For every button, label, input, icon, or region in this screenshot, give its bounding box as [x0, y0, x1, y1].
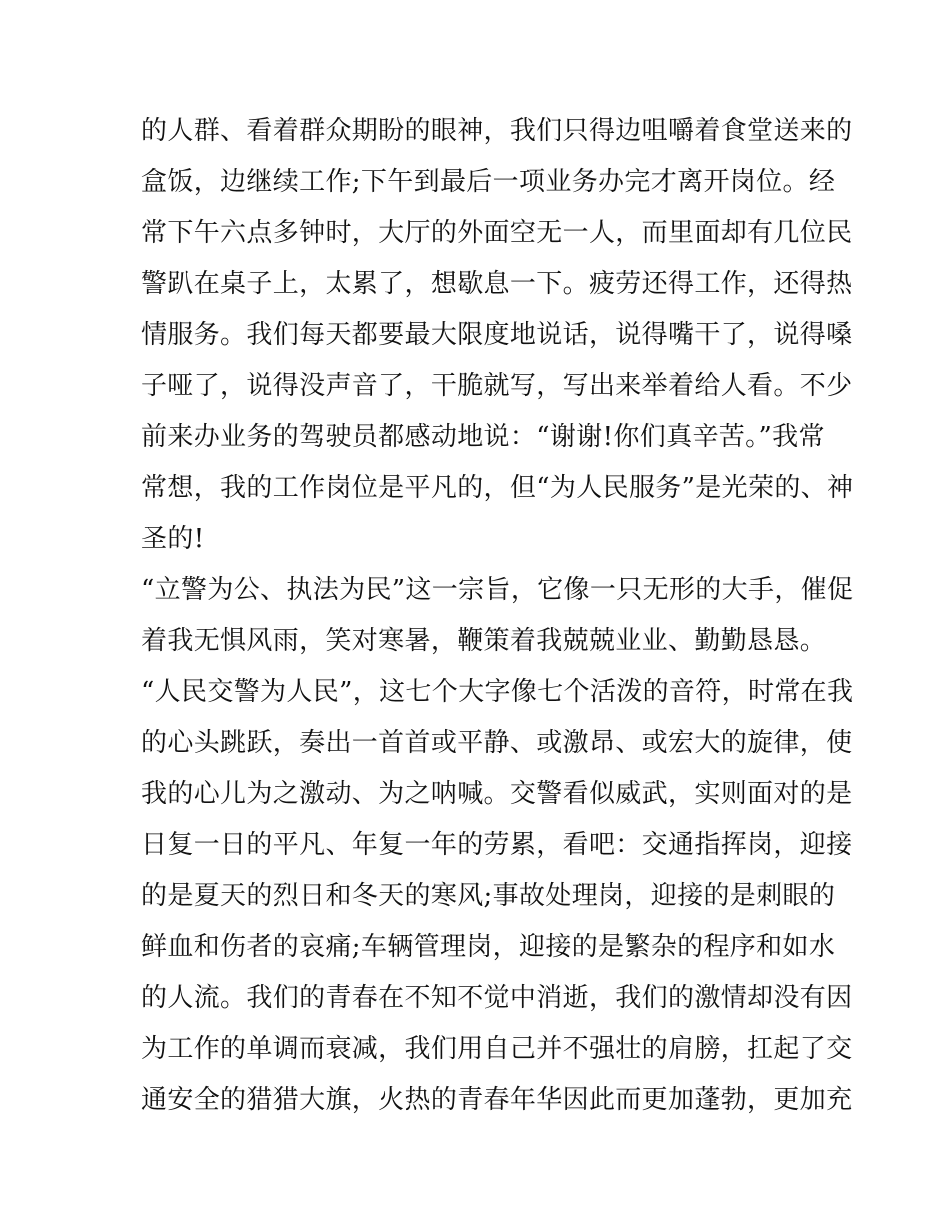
text-line: 的是夏天的烈日和冬天的寒风;事故处理岗，迎接的是刺眼的: [141, 881, 836, 911]
text-line: 为工作的单调而衰减，我们用自己并不强壮的肩膀，扛起了交: [141, 1034, 853, 1064]
text-line: 着我无惧风雨，笑对寒暑，鞭策着我兢兢业业、勤勤恳恳。: [141, 626, 827, 656]
document-body: [141, 108, 854, 1128]
text-line: 常下午六点多钟时，大厅的外面空无一人，而里面却有几位民: [141, 218, 853, 248]
text-line: 前来办业务的驾驶员都感动地说：“谢谢!你们真辛苦。”我常: [141, 422, 825, 452]
text-line: 圣的!: [141, 524, 205, 554]
text-line: 的心头跳跃，奏出一首首或平静、或激昂、或宏大的旋律，使: [141, 728, 853, 758]
text-line: 鲜血和伤者的哀痛;车辆管理岗，迎接的是繁杂的程序和如水: [141, 932, 836, 962]
text-line: 盒饭，边继续工作;下午到最后一项业务办完才离开岗位。经: [141, 167, 836, 197]
text-line: 子哑了，说得没声音了，干脆就写，写出来举着给人看。不少: [141, 371, 853, 401]
text-line: 常想，我的工作岗位是平凡的，但“为人民服务”是光荣的、神: [141, 473, 854, 503]
text-line: 日复一日的平凡、年复一年的劳累，看吧：交通指挥岗，迎接: [141, 830, 853, 860]
text-line: 的人群、看着群众期盼的眼神，我们只得边咀嚼着食堂送来的: [141, 116, 853, 146]
text-line: 警趴在桌子上，太累了，想歇息一下。疲劳还得工作，还得热: [141, 269, 853, 299]
text-line: 的人流。我们的青春在不知不觉中消逝，我们的激情却没有因: [141, 983, 853, 1013]
text-line: “人民交警为人民”，这七个大字像七个活泼的音符，时常在我: [141, 677, 854, 707]
text-line: “立警为公、执法为民”这一宗旨，它像一只无形的大手，催促: [141, 575, 854, 605]
text-line: 通安全的猎猎大旗，火热的青春年华因此而更加蓬勃，更加充: [141, 1085, 853, 1115]
text-line: 我的心儿为之激动、为之呐喊。交警看似威武，实则面对的是: [141, 779, 853, 809]
text-line: 情服务。我们每天都要最大限度地说话，说得嘴干了，说得嗓: [141, 320, 853, 350]
